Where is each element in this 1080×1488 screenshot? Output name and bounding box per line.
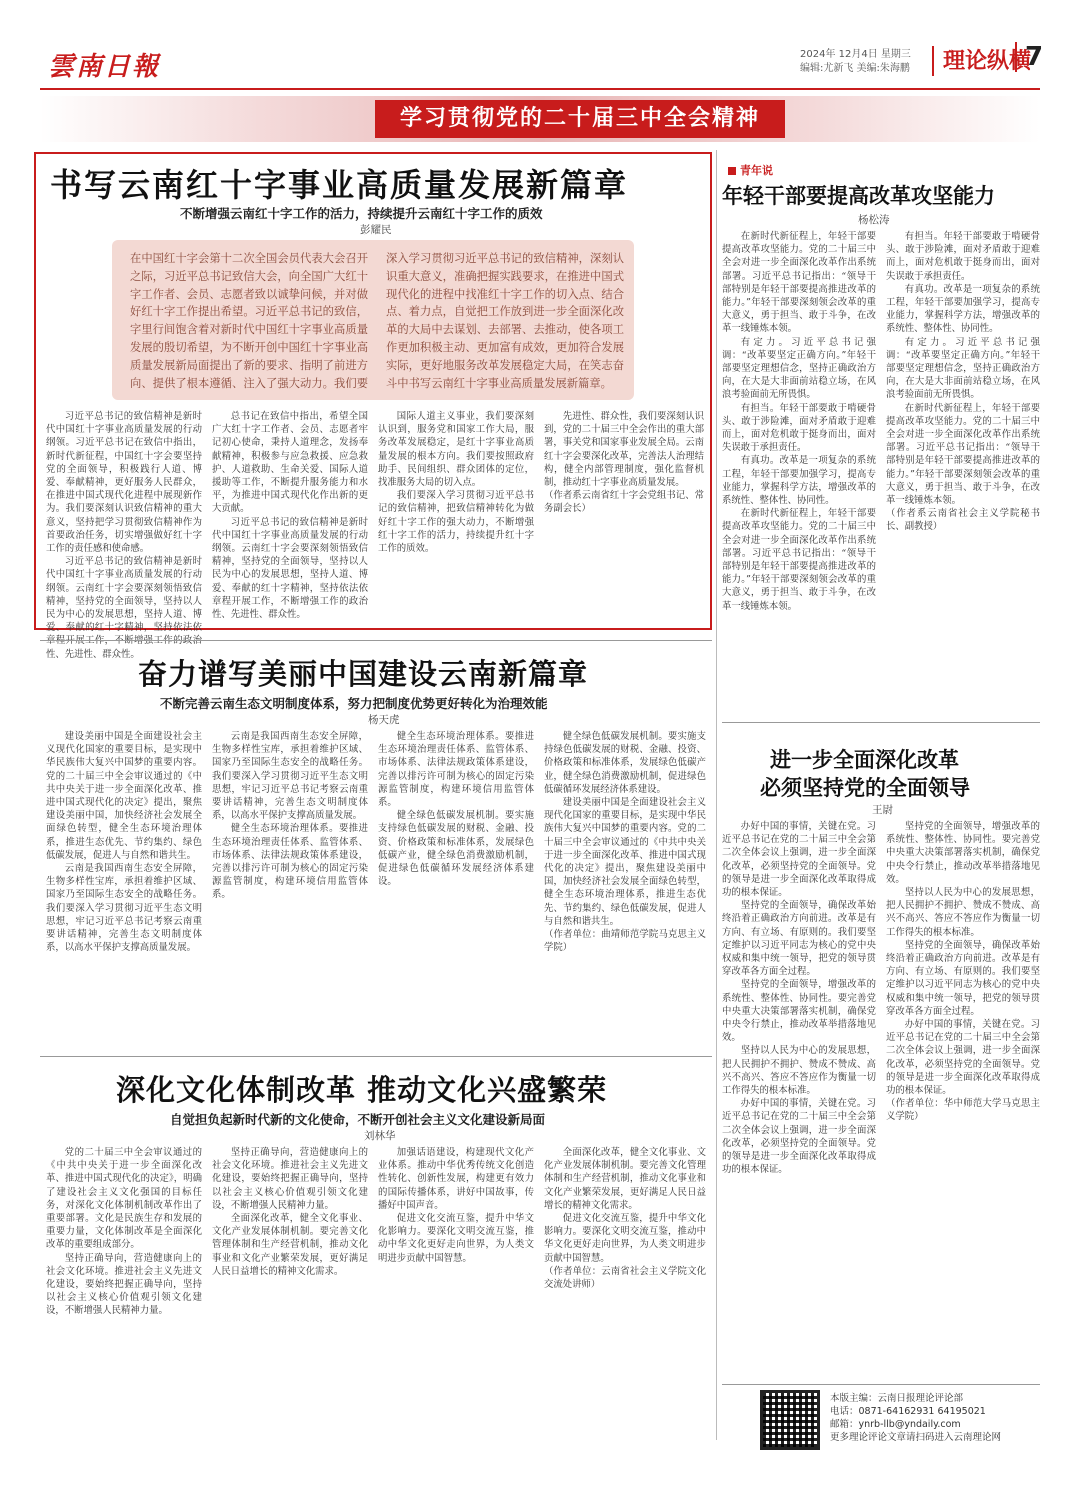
paragraph: 先进性、群众性，我们要深刻认识到，党的二十届三中全会作出的重大部署，事关党和国家事业发展全局。云南红十字会要深化改革，完善法人治理结构，健全内部管理制度，强化监督机制，推动红十字事业高质量发展。 (544, 411, 704, 489)
paragraph: 全面深化改革，健全文化事业、文化产业发展体制机制。要完善文化管理体制和生产经营机制，推动文化事业和文化产业繁荣发展，更好满足人民日益增长的精神文化需求。 (544, 1147, 706, 1211)
paragraph: 有担当。年轻干部要敢于啃硬骨头、敢于涉险滩，面对矛盾敢于迎难而上，面对危机敢于挺身而出，面对失误敢于承担责任。 (722, 402, 876, 454)
newspaper-logo: 雲南日報 (48, 52, 161, 82)
paragraph: 促进文化交流互鉴，提升中华文化影响力。要深化文明交流互鉴，推动中华文化更好走向世界，为人类文明进步贡献中国智慧。 (378, 1213, 534, 1264)
article-culture-title: 深化文化体制改革 推动文化兴盛繁荣 (116, 1073, 608, 1107)
article-youth-col-2 (886, 230, 1040, 716)
article-leadership-title-line2: 必须坚持党的全面领导 (760, 776, 970, 800)
section-name: 理论纵横 (943, 49, 1032, 74)
article-ecology-title: 奋力谱写美丽中国建设云南新篇章 (138, 657, 589, 691)
article-culture-col-4 (544, 1146, 706, 1446)
article-ecology-col-2 (212, 730, 368, 1048)
paragraph: 云南是我国西南生态安全屏障，生物多样性宝库，承担着维护区域、国家乃至国际生态安全的战略任务。我们要深入学习贯彻习近平生态文明思想，牢记习近平总书记考察云南重要讲话精神，完善生态文明制度体系，以高水平保护支撑高质量发展。 (212, 731, 368, 822)
article-red-cross-title: 书写云南红十字事业高质量发展新篇章 (50, 166, 629, 204)
article-red-cross-author: 彭耀民 (360, 224, 392, 236)
article-ecology-subtitle: 不断完善云南生态文明制度体系，努力把制度优势更好转化为治理效能 (160, 696, 548, 711)
footer-info (830, 1392, 1001, 1444)
article-culture-affiliation: （作者单位：云南省社会主义学院文化交流处讲师） (544, 1265, 706, 1291)
paragraph: 坚持党的全面领导，确保改革始终沿着正确政治方向前进。改革是有方向、有立场、有原则的。我们要坚定维护以习近平同志为核心的党中央权威和集中统一领导，把党的领导贯穿改革各方面全过程。 (722, 900, 876, 978)
masthead-rule (40, 88, 1040, 90)
paragraph: 在新时代新征程上，年轻干部要提高改革攻坚能力。党的二十届三中全会对进一步全面深化改革作出系统部署。习近平总书记指出：“领导干部特别是年轻干部要提高推进改革的能力。”年轻干部要深刻领会改革的重大意义，勇于担当、敢于斗争，在改革一线锤炼本领。 (722, 231, 876, 335)
paragraph: 国际人道主义事业，我们要深刻认识到，服务党和国家工作大局，服务改革发展稳定，是红十字事业高质量发展的根本方向。我们要按照政府助手、民间组织、群众团体的定位，找准服务大局的切入点。 (378, 411, 534, 489)
section-divider (722, 722, 1040, 723)
date: 2024年 12月4日 星期三 (800, 49, 911, 60)
paragraph: 办好中国的事情，关键在党。习近平总书记在党的二十届三中全会第二次全体会议上强调，进一步全面深化改革，必须坚持党的全面领导。党的领导是进一步全面深化改革取得成功的根本保证。 (722, 1098, 876, 1176)
article-red-cross-subtitle: 不断增强云南红十字工作的活力，持续提升云南红十字工作的质效 (180, 206, 543, 221)
paragraph: 健全生态环境治理体系。要推进生态环境治理责任体系、监管体系、市场体系、法律法规政策体系建设，完善以排污许可制为核心的固定污染源监管制度，构建环境信用监管体系。 (212, 823, 368, 901)
article-culture-col-3 (378, 1146, 534, 1446)
article-youth-title: 年轻干部要提高改革攻坚能力 (722, 184, 995, 208)
paragraph: 习近平总书记的致信精神是新时代中国红十字事业高质量发展的行动纲领。习近平总书记在致信中指出，新时代新征程，中国红十字会要坚持党的全面领导，积极践行人道、博爱、奉献精神，更好服务人民群众，在推进中国式现代化进程中展现新作为。我们要深刻认识致信精神的重大意义，坚持把学习贯彻致信精神作为首要政治任务，切实增强做好红十字工作的责任感和使命感。 (46, 411, 202, 555)
paragraph: 有定力。习近平总书记强调：“改革要坚定正确方向。”年轻干部要坚定理想信念，坚持正确政治方向，在大是大非面前站稳立场，在风浪考验面前无所畏惧。 (722, 336, 876, 401)
article-ecology-col-3 (378, 730, 534, 1048)
article-youth-author: 杨松涛 (858, 214, 890, 226)
paragraph: 促进文化交流互鉴，提升中华文化影响力。要深化文明交流互鉴，推动中华文化更好走向世界，为人类文明进步贡献中国智慧。 (544, 1213, 706, 1264)
article-leadership-title-line1: 进一步全面深化改革 (770, 748, 959, 772)
paragraph: 在新时代新征程上，年轻干部要提高改革攻坚能力。党的二十届三中全会对进一步全面深化改革作出系统部署。习近平总书记指出：“领导干部特别是年轻干部要提高推进改革的能力。”年轻干部要深刻领会改革的重大意义，勇于担当、敢于斗争，在改革一线锤炼本领。 (886, 402, 1040, 507)
paragraph: 总书记在致信中指出，希望全国广大红十字工作者、会员、志愿者牢记初心使命，秉持人道理念，发扬奉献精神，积极参与应急救援、应急救护、人道救助、生命关爱、国际人道援助等工作，不断提升服务能力和水平，为推进中国式现代化作出新的更大贡献。 (212, 411, 368, 515)
theme-banner (40, 96, 1040, 142)
paragraph: 建设美丽中国是全面建设社会主义现代化国家的重要目标，是实现中华民族伟大复兴中国梦的重要内容。党的二十届三中全会审议通过的《中共中央关于进一步全面深化改革、推进中国式现代化的决定》提出，聚焦建设美丽中国，加快经济社会发展全面绿色转型，健全生态环境治理体系，推进生态优先、节约集约、绿色低碳发展，促进人与自然和谐共生。 (544, 797, 706, 927)
paragraph: 我们要深入学习贯彻习近平总书记的致信精神，把致信精神转化为做好红十字工作的强大动力，不断增强红十字工作的活力，持续提升红十字工作的质效。 (378, 490, 534, 555)
paragraph: 有真功。改革是一项复杂的系统工程，年轻干部要加强学习，提高专业能力，掌握科学方法，增强改革的系统性、整体性、协同性。 (886, 283, 1040, 335)
paragraph: 办好中国的事情，关键在党。习近平总书记在党的二十届三中全会第二次全体会议上强调，进一步全面深化改革，必须坚持党的全面领导。党的领导是进一步全面深化改革取得成功的根本保证。 (886, 1019, 1040, 1097)
footer-editor: 本版主编：云南日报理论评论部 (830, 1393, 964, 1404)
article-leadership-affiliation: （作者单位：华中师范大学马克思主义学院） (886, 1098, 1040, 1123)
paragraph: 办好中国的事情，关键在党。习近平总书记在党的二十届三中全会第二次全体会议上强调，进一步全面深化改革，必须坚持党的全面领导。党的领导是进一步全面深化改革取得成功的根本保证。 (722, 821, 876, 899)
article-red-cross-col-4 (544, 410, 704, 622)
article-culture-author: 刘林华 (364, 1130, 396, 1142)
footer-phone: 电话：0871-64162931 64195021 (830, 1406, 986, 1417)
article-red-cross-affiliation: （作者系云南省红十字会党组书记、常务副会长） (544, 490, 704, 515)
article-culture-col-1 (46, 1146, 202, 1446)
article-red-cross-col-3 (378, 410, 534, 622)
paragraph: 全面深化改革，健全文化事业、文化产业发展体制机制。要完善文化管理体制和生产经营机制，推动文化事业和文化产业繁荣发展，更好满足人民日益增长的精神文化需求。 (212, 1213, 368, 1277)
paragraph: 在新时代新征程上，年轻干部要提高改革攻坚能力。党的二十届三中全会对进一步全面深化改革作出系统部署。习近平总书记指出：“领导干部特别是年轻干部要提高推进改革的能力。”年轻干部要深刻领会改革的重大意义，勇于担当、敢于斗争，在改革一线锤炼本领。 (722, 508, 876, 612)
paragraph: 习近平总书记的致信精神是新时代中国红十字事业高质量发展的行动纲领。云南红十字会要深刻领悟致信精神，坚持党的全面领导，坚持以人民为中心的发展思想，坚持人道、博爱、奉献的红十字精神，坚持依法依章程开展工作，不断增强工作的政治性、先进性、群众性。 (212, 516, 368, 621)
article-leadership-author: 王尉 (872, 804, 893, 816)
paragraph: 建设美丽中国是全面建设社会主义现代化国家的重要目标，是实现中华民族伟大复兴中国梦的重要内容。党的二十届三中全会审议通过的《中共中央关于进一步全面深化改革、推进中国式现代化的决定》提出，聚焦建设美丽中国，加快经济社会发展全面绿色转型，健全生态环境治理体系，推进生态优先、节约集约、绿色低碳发展，促进人与自然和谐共生。 (46, 731, 202, 861)
article-youth-affiliation: （作者系云南省社会主义学院秘书长、副教授） (886, 508, 1040, 533)
paragraph: 坚持正确导向，营造健康向上的社会文化环境。推进社会主义先进文化建设，要始终把握正确导向，坚持以社会主义核心价值观引领文化建设，不断增强人民精神力量。 (46, 1252, 202, 1317)
paragraph: 健全绿色低碳发展机制。要实施支持绿色低碳发展的财税、金融、投资、价格政策和标准体系，发展绿色低碳产业，健全绿色消费激励机制，促进绿色低碳循环发展经济体系建设。 (544, 731, 706, 795)
section-divider (40, 1056, 712, 1057)
paragraph: 坚持党的全面领导，增强改革的系统性、整体性、协同性。要完善党中央重大决策部署落实机制，确保党中央令行禁止，推动改革举措落地见效。 (722, 979, 876, 1044)
article-leadership-col-2 (886, 820, 1040, 1380)
article-red-cross-col-2 (212, 410, 368, 622)
article-ecology-col-1 (46, 730, 202, 1048)
section-divider (40, 640, 712, 641)
paragraph: 有定力。习近平总书记强调：“改革要坚定正确方向。”年轻干部要坚定理想信念，坚持正确政治方向，在大是大非面前站稳立场，在风浪考验面前无所畏惧。 (886, 336, 1040, 401)
paragraph: 党的二十届三中全会审议通过的《中共中央关于进一步全面深化改革、推进中国式现代化的决定》，明确了建设社会主义文化强国的目标任务，对深化文化体制机制改革作出了重要部署。文化是民族生存和发展的重要力量，文化体制改革是全面深化改革的重要组成部分。 (46, 1147, 202, 1251)
article-ecology-affiliation: （作者单位：曲靖师范学院马克思主义学院） (544, 929, 706, 954)
editors: 编辑:尤新飞 美编:朱海鹏 (800, 63, 910, 74)
qr-code[interactable] (760, 1390, 820, 1450)
paragraph: 有真功。改革是一项复杂的系统工程，年轻干部要加强学习，提高专业能力，掌握科学方法，增强改革的系统性、整体性、协同性。 (722, 455, 876, 507)
banner-title: 学习贯彻党的二十届三中全会精神 (375, 100, 785, 138)
masthead (40, 38, 1044, 90)
article-culture-col-2 (212, 1146, 368, 1446)
paragraph: 坚持以人民为中心的发展思想，把人民拥护不拥护、赞成不赞成、高兴不高兴、答应不答应作为衡量一切工作得失的根本标准。 (722, 1045, 876, 1097)
column-divider (716, 150, 717, 1440)
article-red-cross-col-1 (46, 410, 202, 660)
paragraph: 健全生态环境治理体系。要推进生态环境治理责任体系、监管体系、市场体系、法律法规政策体系建设，完善以排污许可制为核心的固定污染源监管制度，构建环境信用监管体系。 (378, 731, 534, 809)
dateline (800, 48, 925, 76)
paragraph: 坚持党的全面领导，确保改革始终沿着正确政治方向前进。改革是有方向、有立场、有原则的。我们要坚定维护以习近平同志为核心的党中央权威和集中统一领导，把党的领导贯穿改革各方面全过程。 (886, 939, 1040, 1017)
paragraph: 坚持党的全面领导，增强改革的系统性、整体性、协同性。要完善党中央重大决策部署落实机制，确保党中央令行禁止，推动改革举措落地见效。 (886, 821, 1040, 885)
article-red-cross-lead-box (112, 240, 634, 400)
footer-scan-note: 更多理论评论文章请扫码进入云南理论网 (830, 1432, 1002, 1443)
article-youth-col-1 (722, 230, 876, 716)
paragraph: 健全绿色低碳发展机制。要实施支持绿色低碳发展的财税、金融、投资、价格政策和标准体系，发展绿色低碳产业，健全绿色消费激励机制，促进绿色低碳循环发展经济体系建设。 (378, 810, 534, 888)
paragraph: 加强话语建设，构建现代文化产业体系。推动中华优秀传统文化创造性转化、创新性发展，构建更有效力的国际传播体系，讲好中国故事，传播好中国声音。 (378, 1147, 534, 1211)
article-leadership-col-1 (722, 820, 876, 1380)
paragraph: 有担当。年轻干部要敢于啃硬骨头、敢于涉险滩，面对矛盾敢于迎难而上，面对危机敢于挺身而出，面对失误敢于承担责任。 (886, 231, 1040, 282)
article-ecology-col-4 (544, 730, 706, 1048)
footer-email[interactable]: 邮箱：ynrb-llb@yndaily.com (830, 1419, 961, 1430)
article-ecology-author: 杨天虎 (368, 714, 400, 726)
paragraph: 习近平总书记的致信精神是新时代中国红十字事业高质量发展的行动纲领。云南红十字会要深刻领悟致信精神，坚持党的全面领导，坚持以人民为中心的发展思想，坚持人道、博爱、奉献的红十字精神，坚持依法依 性、先进性、群众性。 (46, 556, 202, 660)
page-number: 7 (1015, 42, 1043, 72)
section-divider (722, 1384, 1040, 1385)
paragraph: 坚持正确导向，营造健康向上的社会文化环境。推进社会主义先进文化建设，要始终把握正确导向，坚持以社会主义核心价值观引领文化建设，不断增强人民精神力量。 (212, 1147, 368, 1211)
paragraph: 坚持以人民为中心的发展思想，把人民拥护不拥护、赞成不赞成、高兴不高兴、答应不答应作为衡量一切工作得失的根本标准。 (886, 887, 1040, 938)
column-tag: 青年说 (728, 162, 773, 178)
masthead-divider (932, 46, 934, 76)
paragraph: 云南是我国西南生态安全屏障，生物多样性宝库，承担着维护区域、国家乃至国际生态安全的战略任务。我们要深入学习贯彻习近平生态文明思想，牢记习近平总书记考察云南重要讲话精神，完善生态文明制度体系，以高水平保护支撑高质量发展。 (46, 863, 202, 954)
article-red-cross-lead: 在中国红十字会第十二次全国会员代表大会召开之际，习近平总书记致信大会，向全国广大红十字工作者、会员、志愿者致以诚挚问候，并对做好红十字工作提出希望。习近平总书记的致信，字里行间饱含着对新时代中国红十字事业高质量发展的殷切希望，为不断开创中国红十字事业高质量发展新局面提出了新的要求、指明了前进方向、提供了根本遵循、注入了强大动力。我们要深入学习贯彻习近平总书记的致信精神，深刻认识重大意义，准确把握实践要求，在推进中国式现代化的进程中找准红十字工作的切入点、结合点、着力点，自觉把工作放到进一步全面深化改革的大局中去谋划、去部署、去推动，使各项工作更加积极主动、更加富有成效，更加符合发展实际，更好地服务改革发展稳定大局，在笑志奋斗中书写云南红十字事业高质量发展新篇章。 (130, 252, 624, 390)
article-culture-subtitle: 自觉担负起新时代新的文化使命，不断开创社会主义文化建设新局面 (170, 1112, 546, 1127)
